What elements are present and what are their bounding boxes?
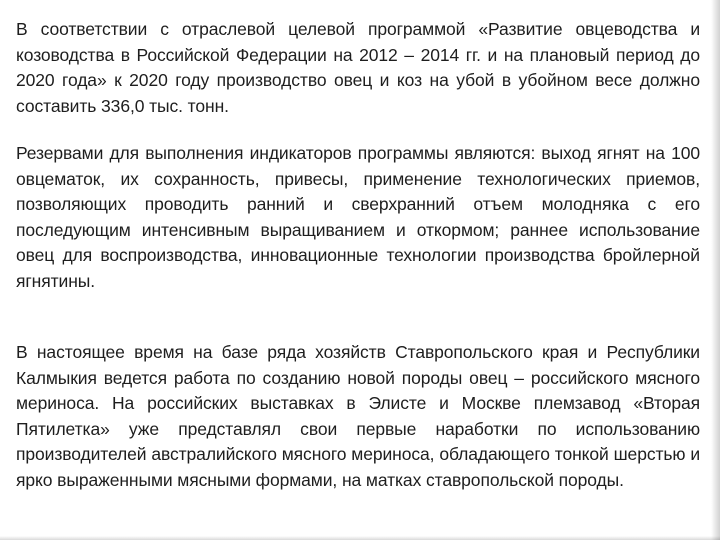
page-edge-shadow	[711, 0, 720, 540]
paragraph-breeding-work: В настоящее время на базе ряда хозяйств Ставропольского края и Республики Калмыкия ведется работа по созданию новой породы овец – российского мясного мериноса. На российских выставках в Элисте и Москве племзавод «Вторая Пятилетка» уже представлял свои первые наработки по использованию производителей австралийского мясного мериноса, обладающего тонкой шерстью и ярко выраженными мясными формами, на матках ставропольской породы.	[16, 342, 700, 490]
page-bottom-shadow	[0, 536, 720, 540]
paragraph-reserves: Резервами для выполнения индикаторов программы являются: выход ягнят на 100 овцематок, их сохранность, привесы, применение технологических приемов, позволяющих проводить ранний и сверхранний отъем молодняка с его последующим интенсивным выращиванием и откормом; раннее использование овец для воспроизводства, инновационные технологии производства бройлерной ягнятины.	[16, 143, 700, 291]
paragraph-program-goal: В соответствии с отраслевой целевой программой «Развитие овцеводства и козоводства в Российской Федерации на 2012 – 2014 гг. и на плановый период до 2020 года» к 2020 году производство овец и коз на убой в убойном весе должно составить 336,0 тыс. тонн.	[16, 19, 700, 116]
